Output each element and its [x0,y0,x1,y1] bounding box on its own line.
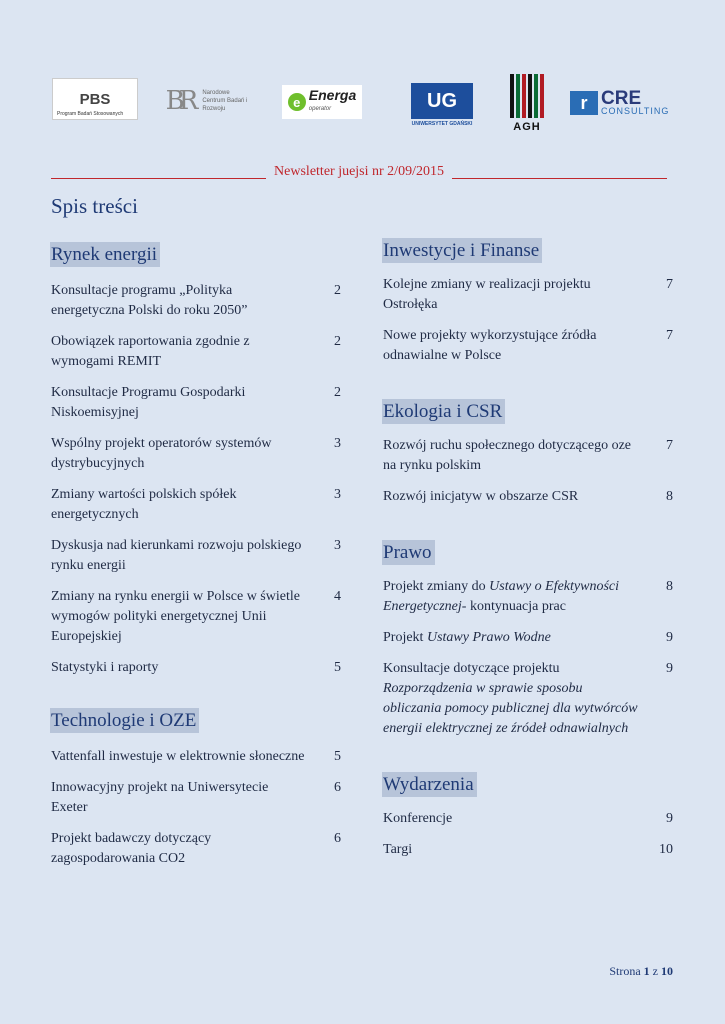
toc-entry-title: Projekt badawczy dotyczący zagospodarowania CO2 [51,831,212,866]
toc-entry-title: Dyskusja nad kierunkami rozwoju polskiego rynku energii [51,538,302,573]
ncbr-logo-mark: BR [165,86,193,116]
page-footer [560,964,673,979]
newsletter-title: Newsletter juejsi nr 2/09/2015 [274,164,444,179]
toc-entry-title: Konferencje [383,811,453,826]
toc-entry-title: Konsultacje dotyczące projektu Rozporządzenia w sprawie sposobu obliczania pomocy publicznej dla wytwórców energii elektrycznej ze źródeł odnawialnych [383,661,638,736]
toc-entry-title: Statystyki i raporty [51,660,159,675]
toc-entry[interactable] [383,840,673,860]
toc-entry-page: 7 [666,328,673,343]
toc-section [51,708,341,869]
toc-entry-page: 10 [659,842,673,857]
toc-entry[interactable] [51,587,341,647]
toc-section-heading[interactable]: Inwestycje i Finanse [382,238,542,263]
toc-entry-title: Obowiązek raportowania zgodnie z wymogami REMIT [51,334,250,369]
cre-logo-mark: r [570,91,598,115]
toc-entry-page: 6 [334,831,341,846]
footer-page-number: 1 [643,964,650,978]
toc-entry[interactable] [51,658,341,678]
toc-entry-page: 7 [666,438,673,453]
ug-logo [408,80,476,130]
cre-logo [570,88,670,118]
toc-entry-page: 7 [666,277,673,292]
toc-entry[interactable] [383,436,673,476]
toc-entry-page: 3 [334,538,341,553]
toc-entry-title: Nowe projekty wykorzystujące źródła odnawialne w Polsce [383,328,597,363]
toc-entry[interactable] [383,577,673,617]
toc-right-column [383,238,673,860]
toc-section-heading[interactable]: Technologie i OZE [50,708,199,733]
toc-entry-title: Zmiany na rynku energii w Polsce w świetle wymogów polityki energetycznej Unii Europejskiej [51,589,300,644]
toc-entry-title: Projekt zmiany do Ustawy o Efektywności Energetycznej- kontynuacja prac [383,579,620,614]
footer-label: Strona [609,964,641,978]
toc-entry-page: 9 [666,811,673,826]
cre-logo-text: CRE CONSULTING [601,87,670,116]
toc-entry-page: 2 [334,283,341,298]
divider-left [51,166,266,179]
pbs-logo-subtitle: Program Badań Stosowanych [57,111,124,117]
energa-logo [282,85,362,119]
toc-entry[interactable] [383,659,673,739]
toc-entry[interactable] [51,485,341,525]
toc-entry-title: Rozwój inicjatyw w obszarze CSR [383,489,579,504]
toc-entry-title: Konsultacje Programu Gospodarki Niskoemisyjnej [51,385,246,420]
toc-left-column [51,242,341,869]
toc-entry-page: 6 [334,780,341,795]
toc-entry[interactable] [383,487,673,507]
toc-entry-title: Wspólny projekt operatorów systemów dystrybucyjnych [51,436,272,471]
toc-entry-page: 5 [334,749,341,764]
toc-entry[interactable] [51,747,341,767]
logo-strip [50,70,675,140]
toc-entry[interactable] [383,275,673,315]
ncbr-logo-text: Narodowe Centrum Badań i Rozwoju [202,90,248,112]
toc-entry-page: 4 [334,589,341,604]
agh-logo-bars [510,74,544,118]
toc-entry[interactable] [51,778,341,818]
toc-entry[interactable] [51,434,341,474]
toc-entry-page: 5 [334,660,341,675]
pbs-logo [52,78,138,120]
toc-entry-title: Konsultacje programu „Polityka energetyczna Polski do roku 2050” [51,283,248,318]
toc-entry-title: Innowacyjny projekt na Uniwersytecie Exeter [51,780,269,815]
footer-of: z [652,964,658,978]
toc-entry-page: 9 [666,630,673,645]
toc-entry-title: Zmiany wartości polskich spółek energetycznych [51,487,237,522]
divider-right [452,166,667,179]
toc-entry[interactable] [383,809,673,829]
ug-logo-mark: UG [411,83,473,119]
agh-logo [510,70,544,136]
toc-section-heading[interactable]: Prawo [382,540,435,565]
toc-entry-title: Projekt Ustawy Prawo Wodne [383,630,551,645]
toc-entry[interactable] [51,829,341,869]
toc-entry-page: 3 [334,436,341,451]
footer-total-pages: 10 [661,964,673,978]
toc-entry-title: Targi [383,842,413,857]
toc-entry[interactable] [51,332,341,372]
toc-title: Spis treści [51,194,138,218]
toc-entry[interactable] [51,281,341,321]
energa-logo-text: Energa operator [309,88,356,116]
toc-section [383,399,673,507]
cre-logo-subtitle: CONSULTING [601,105,670,116]
toc-section [383,540,673,739]
newsletter-header [51,164,667,180]
toc-section-heading[interactable]: Wydarzenia [382,772,477,797]
toc-entry-title: Kolejne zmiany w realizacji projektu Ostrołęka [383,277,591,312]
toc-entry[interactable] [51,383,341,423]
toc-entry-title: Rozwój ruchu społecznego dotyczącego oze na rynku polskim [383,438,632,473]
toc-section [51,242,341,678]
toc-entry[interactable] [383,326,673,366]
toc-entry-page: 8 [666,489,673,504]
energa-logo-subtitle: operator [308,106,332,112]
toc-section [383,772,673,860]
agh-logo-text: AGH [513,120,541,133]
ncbr-logo [160,80,260,122]
toc-entry[interactable] [51,536,341,576]
toc-section [383,238,673,366]
toc-entry-title: Vattenfall inwestuje w elektrownie słoneczne [51,749,305,764]
energa-logo-mark: e [288,93,306,111]
toc-entry-page: 9 [666,661,673,676]
toc-section-heading[interactable]: Rynek energii [50,242,160,267]
ug-logo-text: UNIWERSYTET GDAŃSKI [411,121,473,127]
toc-entry-page: 3 [334,487,341,502]
toc-entry[interactable] [383,628,673,648]
pbs-logo-mark: PBS [79,90,111,108]
toc-entry-page: 2 [334,334,341,349]
toc-section-heading[interactable]: Ekologia i CSR [382,399,505,424]
toc-entry-page: 8 [666,579,673,594]
toc-entry-page: 2 [334,385,341,400]
